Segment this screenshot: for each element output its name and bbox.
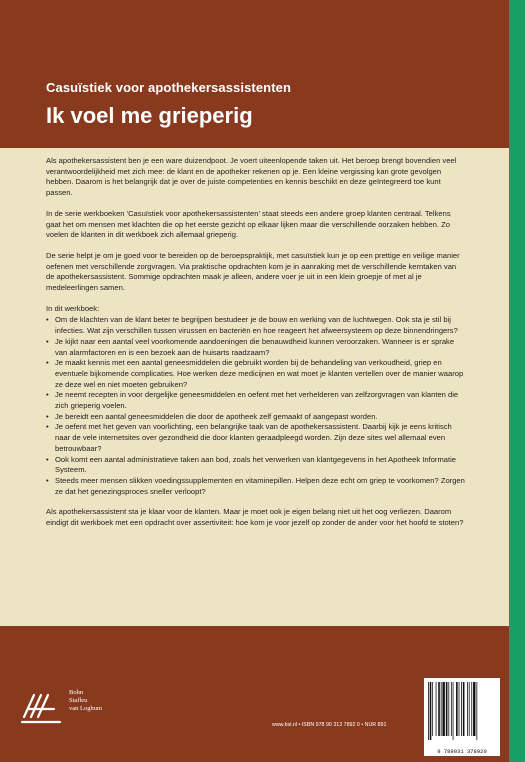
isbn-line: www.bsl.nl • ISBN 978 90 313 7892 0 • NUR 891 (272, 722, 387, 728)
barcode-bar (456, 682, 458, 736)
list-item: • Je kijkt naar een aantal veel voorkomende aandoeningen die benauwdheid kunnen veroorzaken. Wanneer is er sprake van alarmfactoren en is een bezoek aan de huisarts raadzaam? (46, 337, 466, 358)
publisher-line: Bohn (69, 689, 84, 696)
barcode-bar (441, 682, 442, 736)
barcode-bars (427, 682, 497, 744)
list-item: • Je maakt kennis met een aantal geneesmiddelen die gebruikt worden bij de behandeling van verkoudheid, griep en eventuele bijkomende complicaties. Hoe werken deze medicijnen en wat moet je klanten vertellen over de manier waarop ze deze wel en niet moeten gebruiken? (46, 358, 466, 390)
spine-strip (509, 0, 525, 762)
barcode-bar (476, 682, 477, 740)
barcode-bar (432, 682, 433, 736)
barcode-bar (446, 682, 448, 736)
list-item: • Ook komt een aantal administratieve taken aan bod, zoals het verwerken van klantgegevens in het Apotheek Informatie Systeem. (46, 455, 466, 476)
barcode-number: 9 789031 378920 (437, 748, 487, 755)
contents-list (46, 315, 466, 497)
publisher-line: van Loghum (69, 705, 103, 712)
publisher-mark-icon (20, 687, 64, 727)
barcode-bar (428, 682, 429, 740)
cover-footer (0, 626, 509, 762)
blurb-paragraph: De serie helpt je om je goed voor te bereiden op de beroepspraktijk, met casuïstiek kun je op een prettige en veilige manier oefenen met verschillende zorgvragen. Via praktische opdrachten kom je in aanraking met de verschillende kerntaken van de apothekersassistent. Sommige opdrachten maak je alleen, andere voer je uit in een klein groepje of met al je medeleerlingen samen. (46, 250, 460, 293)
series-title: Casuïstiek voor apothekersassistenten (46, 80, 292, 95)
blurb-paragraph: Als apothekersassistent ben je een ware duizendpoot. Je voert uiteenlopende taken uit. Het beroep brengt bovendien veel verantwoordelijkheid met zich mee: de klant en de apotheker rekenen op je. Een kleine vergissing kan grote gevolgen hebben. Daarom is het belangrijk dat je over de juiste competenties en kennis beschikt en deze geïntegreerd toe kunt passen. (46, 156, 457, 198)
book-title: Ik voel me grieperig (46, 103, 253, 128)
publisher-logo (20, 687, 120, 727)
cover-header (0, 0, 509, 148)
closing-paragraph: Als apothekersassistent sta je klaar voor de klanten. Maar je moet ook je eigen belang niet uit het oog verliezen. Daarom eindigt dit werkboek met een opdracht over assertiviteit: hoe kom je voor jezelf op zonder de ander voor het hoofd te stoten? (46, 507, 464, 528)
barcode-bar (463, 682, 465, 736)
list-item: • Je oefent met het geven van voorlichting, een belangrijke taak van de apothekersassistent. Daarbij kijk je eens kritisch naar de vele internetsites over gezondheid die door klanten geraadpleegd worden. Zijn deze sites wel allemaal even betrouwbaar? (46, 422, 466, 454)
publisher-name (69, 689, 102, 713)
blurb-paragraph: In de serie werkboeken 'Casuïstiek voor apothekersassistenten' staat steeds een andere groep klanten centraal. Telkens gaat het om mensen met klachten die op het eerste gezicht op elkaar lijken maar die verschillende oorzaken hebben. Zo voelen de klanten in dit werkboek zich allemaal grieperig. (46, 208, 451, 240)
list-heading: In dit werkboek: (46, 303, 100, 313)
barcode-bar (471, 682, 472, 736)
publisher-line: Stafleu (69, 697, 88, 704)
barcode-bar (467, 682, 468, 736)
barcode-bar (430, 682, 432, 740)
barcode-bar (436, 682, 437, 736)
barcode-bar (453, 682, 454, 740)
list-item: • Je neemt recepten in voor dergelijke geneesmiddelen en oefent met het verhelderen van zelfzorgvragen van klanten die zich grieperig voelen. (46, 390, 466, 411)
barcode (424, 678, 500, 756)
barcode-bar (451, 682, 452, 736)
barcode-bar (442, 682, 444, 736)
barcode-bar (448, 682, 449, 736)
barcode-bar (438, 682, 440, 736)
list-item: • Om de klachten van de klant beter te begrijpen bestudeer je de bouw en werking van de luchtwegen. Ook sta je stil bij infecties. Wat zijn verschillen tussen virussen en bacteriën en hoe reageert het afweersysteem op deze binnendringers? (46, 315, 466, 336)
blurb-panel (0, 148, 509, 626)
list-item: • Je bereidt een aantal geneesmiddelen die door de apotheek zelf gemaakt of aangepast worden. (46, 412, 466, 423)
list-item: • Steeds meer mensen slikken voedingssupplementen en vitaminepillen. Helpen deze echt om griep te voorkomen? Zorgen ze dat het genezingsproces sneller verloopt? (46, 476, 466, 497)
barcode-bar (469, 682, 470, 736)
barcode-bar (473, 682, 475, 736)
barcode-bar (461, 682, 462, 736)
barcode-bar (459, 682, 460, 736)
blurb-text (46, 156, 466, 539)
